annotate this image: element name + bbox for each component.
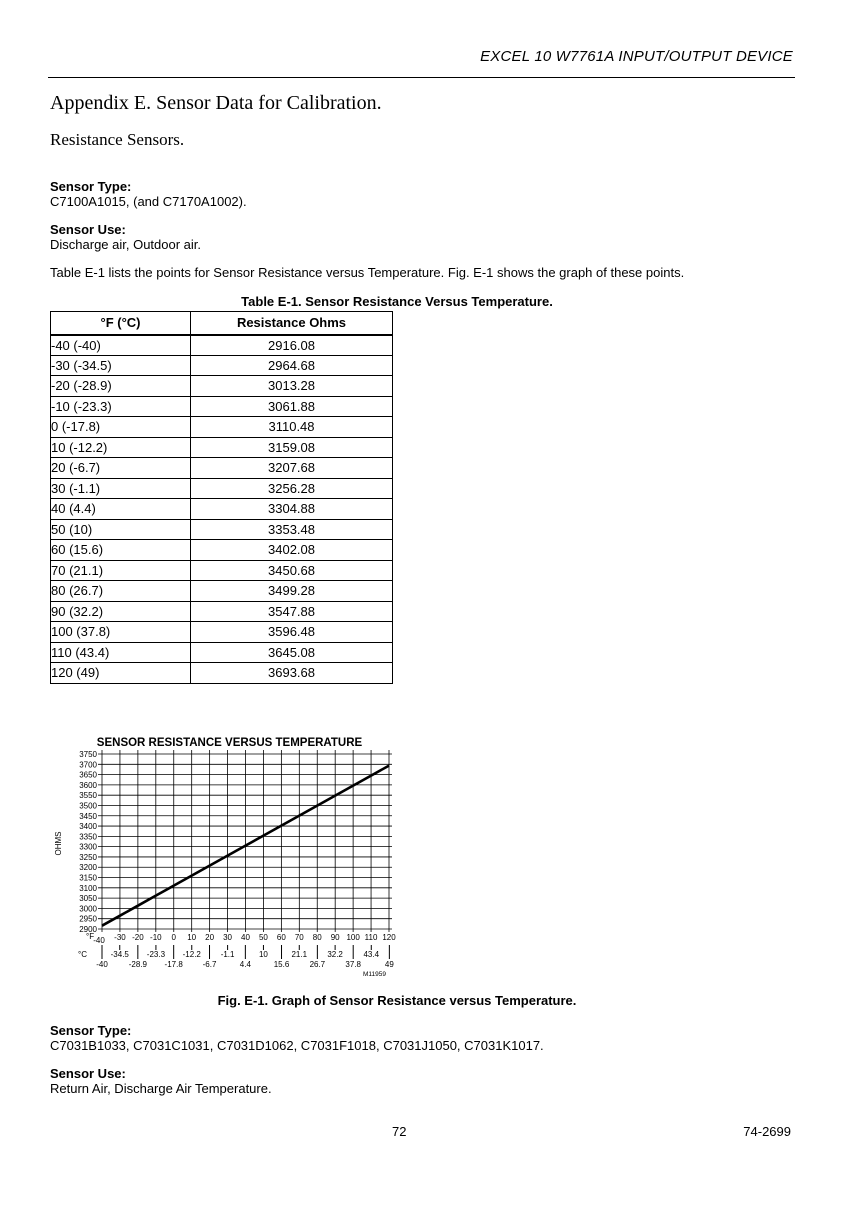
table-caption: Table E-1. Sensor Resistance Versus Temperature. (241, 294, 553, 309)
table-row (51, 478, 393, 499)
temperature-cell: -10 (-23.3) (51, 396, 191, 417)
sensor-use-label: Sensor Use: (50, 1066, 126, 1081)
intro-paragraph: Table E-1 lists the points for Sensor Resistance versus Temperature. Fig. E-1 shows the graph of these points. (50, 265, 685, 280)
table-row (51, 622, 393, 643)
temperature-cell: 50 (10) (51, 519, 191, 540)
x-tick-label-c-upper: -1.1 (220, 950, 235, 959)
resistance-cell: 3402.08 (191, 540, 393, 561)
resistance-cell: 3256.28 (191, 478, 393, 499)
temperature-cell: 110 (43.4) (51, 642, 191, 663)
table-row (51, 663, 393, 684)
x-tick-label-f: 100 (346, 933, 360, 942)
resistance-cell: 3013.28 (191, 376, 393, 397)
temperature-cell: -20 (-28.9) (51, 376, 191, 397)
section-title: Resistance Sensors. (50, 130, 185, 149)
resistance-cell: 3693.68 (191, 663, 393, 684)
x-tick-label-c-upper: 21.1 (291, 950, 308, 959)
x-tick-label-c-lower: -40 (96, 960, 108, 969)
x-tick-label-c-lower: 37.8 (345, 960, 361, 969)
x-unit-celsius: °C (78, 950, 87, 959)
y-tick-label: 3600 (79, 780, 97, 790)
x-tick-label-f: -10 (150, 933, 162, 942)
appendix-title: Appendix E. Sensor Data for Calibration. (50, 92, 382, 114)
resistance-cell: 3450.68 (191, 560, 393, 581)
header-rule (48, 77, 795, 78)
resistance-cell: 3159.08 (191, 437, 393, 458)
x-tick-label-c-lower: -6.7 (202, 960, 217, 969)
resistance-cell: 3547.88 (191, 601, 393, 622)
temperature-cell: 0 (-17.8) (51, 417, 191, 438)
sensor-type-label: Sensor Type: (50, 1023, 132, 1038)
table-row (51, 335, 393, 356)
x-tick-label-c-upper: 10 (258, 950, 268, 959)
y-tick-label: 3650 (79, 770, 97, 780)
resistance-cell: 2916.08 (191, 335, 393, 356)
y-tick-label: 3250 (79, 852, 97, 862)
temperature-cell: 90 (32.2) (51, 601, 191, 622)
temperature-cell: 120 (49) (51, 663, 191, 684)
column-header-resistance: Resistance Ohms (191, 312, 393, 335)
resistance-chart (40, 728, 410, 980)
resistance-cell: 3596.48 (191, 622, 393, 643)
x-tick-label-f: 40 (241, 933, 250, 942)
y-axis-label: OHMS (54, 831, 63, 856)
x-tick-label-f: 50 (258, 933, 268, 942)
x-tick-label-c-lower: -17.8 (164, 960, 183, 969)
resistance-table (50, 311, 393, 684)
x-tick-label-c-lower: 4.4 (239, 960, 251, 969)
x-tick-label-f: 80 (312, 933, 322, 942)
table-row (51, 355, 393, 376)
table-row (51, 560, 393, 581)
resistance-cell: 3207.68 (191, 458, 393, 479)
x-tick-label-f: -20 (132, 933, 144, 942)
x-tick-label-c-upper: -34.5 (110, 950, 129, 959)
sensor-use-value: Discharge air, Outdoor air. (50, 237, 202, 252)
column-header-temperature: °F (°C) (51, 312, 191, 335)
temperature-cell: 80 (26.7) (51, 581, 191, 602)
temperature-cell: -40 (-40) (51, 335, 191, 356)
y-tick-label: 3200 (79, 863, 97, 873)
temperature-cell: 30 (-1.1) (51, 478, 191, 499)
table-row (51, 581, 393, 602)
table-row (51, 642, 393, 663)
sensor-type-block-2 (50, 1023, 544, 1053)
x-tick-label-c-lower: 15.6 (273, 960, 290, 969)
x-tick-label-c-lower: -28.9 (128, 960, 147, 969)
x-tick-label-c-upper: 32.2 (327, 950, 343, 959)
temperature-cell: 10 (-12.2) (51, 437, 191, 458)
resistance-cell: 3061.88 (191, 396, 393, 417)
x-tick-label-f: -30 (114, 933, 126, 942)
table-row (51, 519, 393, 540)
x-tick-label-f: 20 (205, 933, 215, 942)
x-tick-label-c-lower: 49 (384, 960, 394, 969)
resistance-cell: 3110.48 (191, 417, 393, 438)
resistance-cell: 3304.88 (191, 499, 393, 520)
y-tick-label: 3150 (79, 873, 97, 883)
y-tick-label: 3750 (79, 750, 97, 759)
x-tick-label-c-upper: -12.2 (182, 950, 201, 959)
sensor-use-label: Sensor Use: (50, 222, 126, 237)
x-tick-label-f: 30 (223, 933, 233, 942)
sensor-type-label: Sensor Type: (50, 179, 132, 194)
temperature-cell: 100 (37.8) (51, 622, 191, 643)
y-tick-label: 3000 (79, 904, 97, 914)
sensor-type-value: C7100A1015, (and C7170A1002). (50, 194, 247, 209)
x-tick-label-f: -40 (93, 936, 105, 945)
table-row (51, 540, 393, 561)
sensor-use-block-2 (50, 1066, 272, 1096)
sensor-type-block-1 (50, 179, 247, 209)
running-header: EXCEL 10 W7761A INPUT/OUTPUT DEVICE (480, 48, 793, 65)
y-tick-label: 3700 (79, 760, 97, 770)
table-row (51, 458, 393, 479)
sensor-use-block-1 (50, 222, 201, 252)
y-tick-label: 2950 (79, 914, 97, 924)
x-unit-fahrenheit: °F (86, 932, 95, 941)
resistance-cell: 3499.28 (191, 581, 393, 602)
x-tick-label-f: 90 (330, 933, 340, 942)
figure-caption: Fig. E-1. Graph of Sensor Resistance versus Temperature. (217, 993, 577, 1008)
y-tick-label: 3450 (79, 811, 97, 821)
x-tick-label-f: 110 (364, 933, 378, 942)
temperature-cell: 60 (15.6) (51, 540, 191, 561)
sensor-use-value: Return Air, Discharge Air Temperature. (50, 1081, 272, 1096)
table-row (51, 601, 393, 622)
table-row (51, 396, 393, 417)
table-row (51, 417, 393, 438)
y-tick-label: 3550 (79, 791, 97, 801)
temperature-cell: -30 (-34.5) (51, 355, 191, 376)
temperature-cell: 70 (21.1) (51, 560, 191, 581)
figure-code: M11959 (362, 971, 386, 978)
y-tick-label: 3500 (79, 801, 97, 811)
x-tick-label-f: 70 (294, 933, 304, 942)
y-tick-label: 3400 (79, 822, 97, 832)
y-tick-label: 3350 (79, 832, 97, 842)
table-header-row (51, 312, 393, 335)
y-tick-label: 3300 (79, 842, 97, 852)
x-tick-label-c-lower: 26.7 (309, 960, 326, 969)
table-row (51, 437, 393, 458)
y-tick-label: 2900 (79, 925, 97, 934)
chart-title: SENSOR RESISTANCE VERSUS TEMPERATURE (96, 737, 363, 749)
table-row (51, 376, 393, 397)
y-tick-label: 3050 (79, 894, 97, 904)
x-tick-label-c-upper: 43.4 (363, 950, 380, 959)
y-tick-label: 3100 (79, 883, 97, 893)
x-tick-label-c-upper: -23.3 (146, 950, 166, 959)
temperature-cell: 20 (-6.7) (51, 458, 191, 479)
page-number: 72 (392, 1124, 407, 1139)
x-tick-label-f: 120 (382, 933, 396, 942)
resistance-cell: 3353.48 (191, 519, 393, 540)
sensor-type-value: C7031B1033, C7031C1031, C7031D1062, C7031F1018, C7031J1050, C7031K1017. (50, 1038, 544, 1053)
temperature-cell: 40 (4.4) (51, 499, 191, 520)
table-row (51, 499, 393, 520)
resistance-cell: 2964.68 (191, 355, 393, 376)
document-number: 74-2699 (743, 1124, 791, 1139)
x-tick-label-f: 10 (187, 933, 197, 942)
resistance-cell: 3645.08 (191, 642, 393, 663)
x-tick-label-f: 60 (276, 933, 286, 942)
x-tick-label-f: 0 (171, 933, 176, 942)
